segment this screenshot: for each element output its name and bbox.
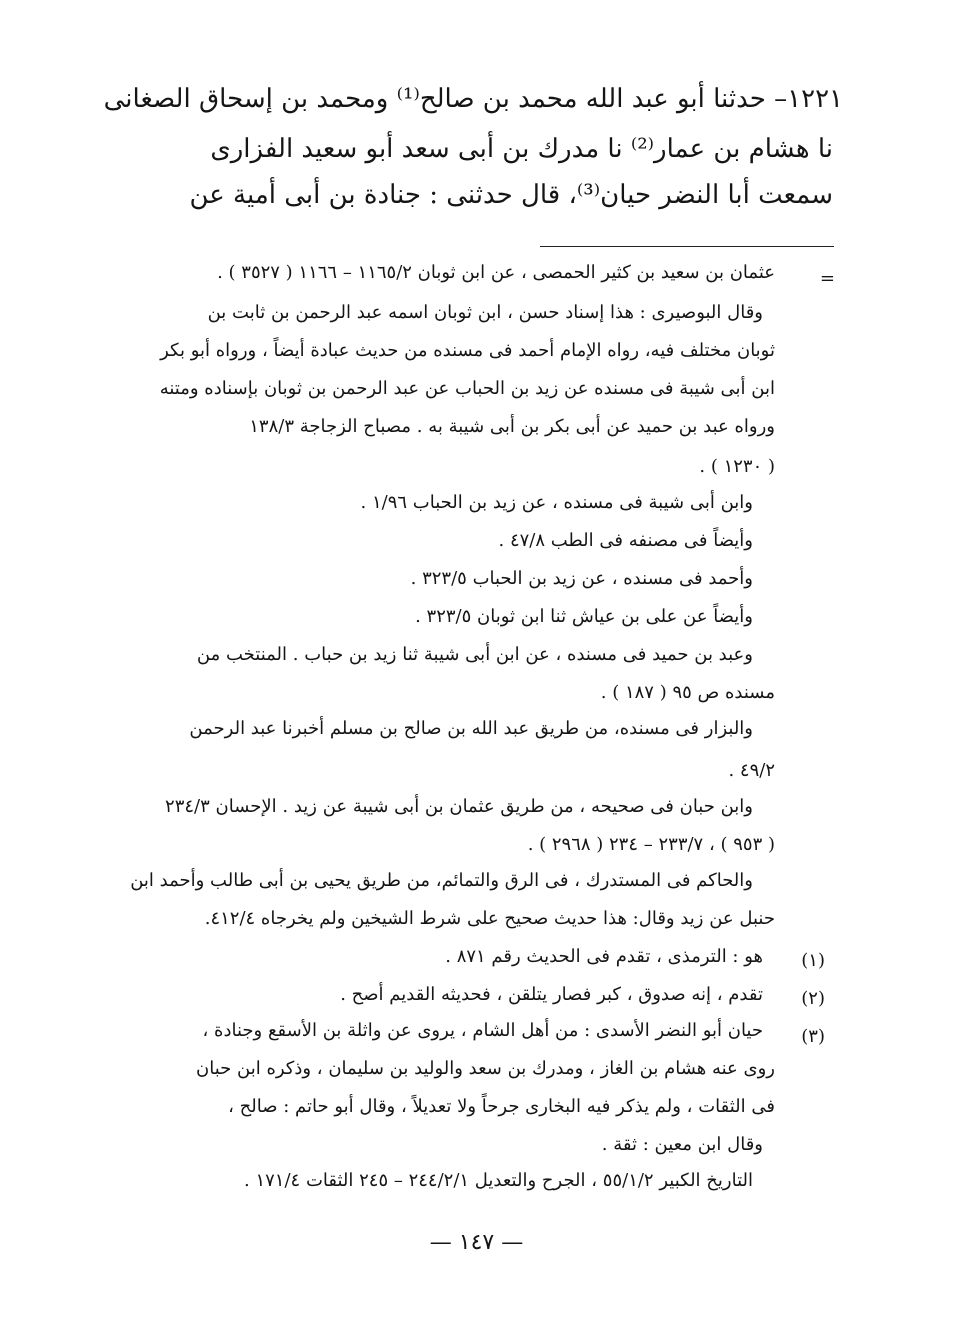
- footnote-number-3: (٣): [801, 1026, 825, 1047]
- footnote-1-text: هو : الترمذى ، تقدم فى الحديث رقم ٨٧١ .: [445, 946, 763, 967]
- footnote-line: وأيضاً عن على بن عياش ثنا ابن ثوبان ٣٢٣/٥ .: [415, 606, 753, 627]
- main-text-line-2: نا هشام بن عمار⁽²⁾ نا مدرك بن أبى سعد أبو سعيد الفزارى: [210, 134, 833, 164]
- footnote-line: عثمان بن سعيد بن كثير الحمصى ، عن ابن ثوبان ١١٦٥/٢ – ١١٦٦ ( ٣٥٢٧ ) .: [217, 262, 775, 283]
- footnote-line: وعبد بن حميد فى مسنده ، عن ابن أبى شيبة ثنا زيد بن حباب . المنتخب من: [196, 644, 753, 665]
- footnote-line: وقال ابن معين : ثقة .: [601, 1134, 763, 1155]
- footnote-line: ( ٩٥٣ ) ، ٢٣٣/٧ – ٢٣٤ ( ٢٩٦٨ ) .: [527, 834, 775, 855]
- footnote-line: التاريخ الكبير ٥٥/١/٢ ، الجرح والتعديل ٢٤٤/٢/١ – ٢٤٥ الثقات ١٧١/٤ .: [244, 1170, 753, 1191]
- page-number: — ١٤٧ —: [429, 1230, 524, 1255]
- footnote-number-1: (١): [801, 950, 825, 971]
- footnote-line: حنبل عن زيد وقال: هذا حديث صحيح على شرط الشيخين ولم يخرجاه ٤١٢/٤.: [204, 908, 775, 929]
- footnote-line: والبزار فى مسنده، من طريق عبد الله بن صالح بن مسلم أخبرنا عبد الرحمن: [189, 718, 753, 739]
- footnote-line: فى الثقات ، ولم يذكر فيه البخارى جرحاً ولا تعديلاً ، وقال أبو حاتم : صالح ،: [228, 1096, 775, 1117]
- footnote-continuation-marker: =: [819, 268, 835, 289]
- footnote-line: مسنده ص ٩٥ ( ١٨٧ ) .: [600, 682, 775, 703]
- footnote-line: ابن أبى شيبة فى مسنده عن زيد بن الحباب عن عبد الرحمن بن ثوبان بإسناده ومتنه: [159, 378, 775, 399]
- footnote-line: ( ١٢٣٠ ) .: [699, 456, 775, 477]
- footnote-line: والحاكم فى المستدرك ، فى الرق والتمائم، من طريق يحيى بن أبى طالب وأحمد ابن: [130, 870, 753, 891]
- footnote-line: وقال البوصيرى : هذا إسناد حسن ، ابن ثوبان اسمه عبد الرحمن بن ثابت بن: [207, 302, 763, 323]
- footnote-separator: [540, 246, 834, 247]
- main-text-line-3: سمعت أبا النضر حيان⁽³⁾، قال حدثنى : جنادة بن أبى أمية عن: [189, 180, 833, 210]
- footnote-line: روى عنه هشام بن الغاز ، ومدرك بن سعد والوليد بن سليمان ، وذكره ابن حبان: [196, 1058, 775, 1079]
- footnote-line: ٤٩/٢ .: [728, 760, 775, 781]
- main-text-line-1: ١٢٢١– حدثنا أبو عبد الله محمد بن صالح⁽¹⁾ ومحمد بن إسحاق الصغانى: [103, 84, 843, 114]
- footnote-2-text: تقدم ، إنه صدوق ، كبر فصار يتلقن ، فحديثه القديم أصح .: [340, 984, 763, 1005]
- footnote-3-text: حيان أبو النضر الأسدى : من أهل الشام ، يروى عن واثلة بن الأسقع وجنادة ،: [202, 1020, 763, 1041]
- footnote-number-2: (٢): [801, 988, 825, 1009]
- footnote-line: وابن حبان فى صحيحه ، من طريق عثمان بن أبى شيبة عن زيد . الإحسان ٢٣٤/٣: [165, 796, 753, 817]
- footnote-line: وابن أبى شيبة فى مسنده ، عن زيد بن الحباب ١/٩٦ .: [360, 492, 753, 513]
- footnote-line: وأيضاً فى مصنفه فى الطب ٤٧/٨ .: [498, 530, 753, 551]
- footnote-line: ورواه عبد بن حميد عن أبى بكر بن أبى شيبة به . مصباح الزجاجة ١٣٨/٣: [249, 416, 775, 437]
- footnote-line: وأحمد فى مسنده ، عن زيد بن الحباب ٣٢٣/٥ .: [410, 568, 753, 589]
- footnote-line: ثوبان مختلف فيه، رواه الإمام أحمد فى مسنده من حديث عبادة أيضاً ، ورواه أبو بكر: [160, 340, 775, 361]
